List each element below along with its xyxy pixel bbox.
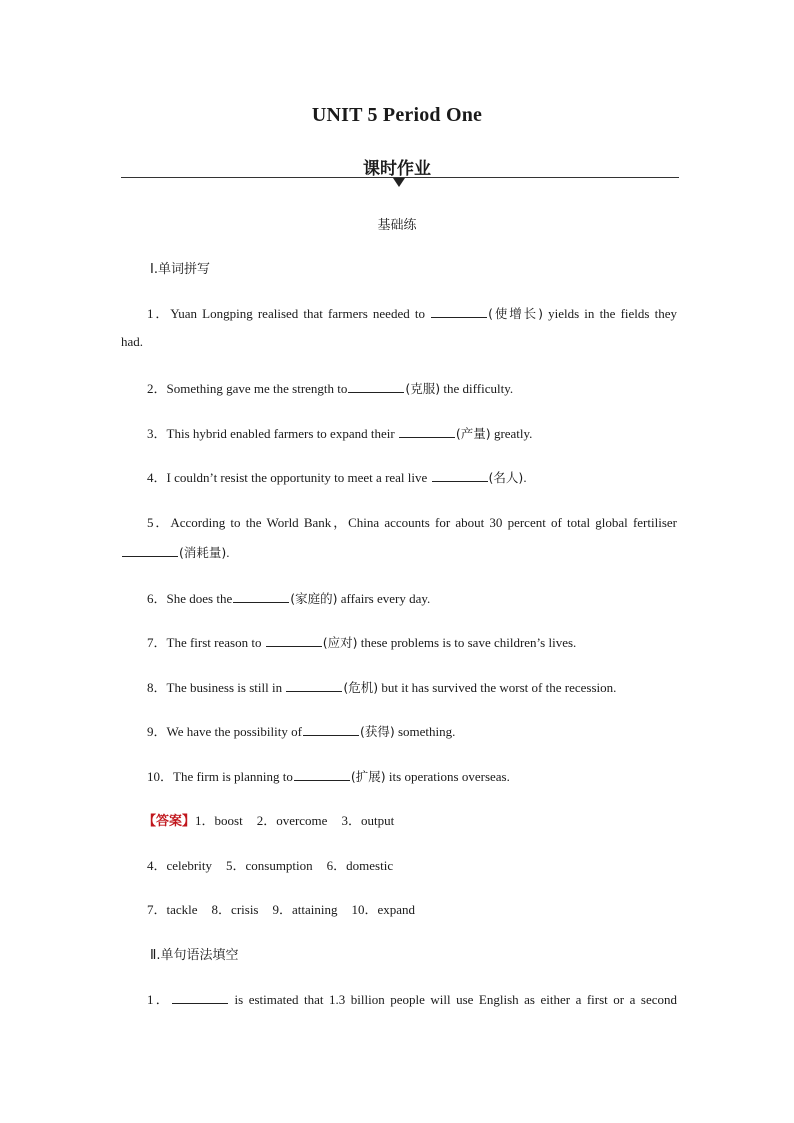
- question-1: [147, 303, 677, 322]
- question-6: [147, 588, 677, 607]
- question-5: [147, 512, 677, 531]
- answer-item: 6．domestic: [326, 858, 394, 873]
- triangle-down-icon: [393, 178, 405, 187]
- question-text: We have the possibility of: [166, 724, 302, 739]
- question-number: 4．: [147, 470, 167, 485]
- answer-row-3: [147, 899, 677, 918]
- answer-row-1: [143, 810, 673, 829]
- question-3: [147, 423, 677, 442]
- answer-item: 10．expand: [351, 902, 416, 917]
- part1-heading: Ⅰ.单词拼写: [150, 262, 210, 277]
- question-1-continued: had.: [121, 334, 144, 349]
- page-subtitle: 课时作业: [363, 159, 431, 179]
- answer-item: 7．tackle: [147, 902, 198, 917]
- question-9: [147, 721, 677, 740]
- answer-blank[interactable]: [399, 426, 455, 438]
- question-number: 9．: [147, 724, 167, 739]
- question-number: 1．: [147, 306, 171, 321]
- question-2: [147, 378, 677, 397]
- question-text: .: [523, 470, 527, 485]
- answer-blank[interactable]: [303, 724, 359, 736]
- answer-blank[interactable]: [294, 769, 350, 781]
- answer-item: 8．crisis: [211, 902, 259, 917]
- question-number: 1．: [147, 992, 172, 1007]
- answer-blank[interactable]: [431, 306, 487, 318]
- question-8: [147, 677, 677, 696]
- question-text: According to the World Bank，China accounts for about 30 percent of total global fertiliser: [170, 515, 677, 530]
- question-text: The business is still in: [166, 680, 286, 695]
- chinese-hint: (名人): [488, 470, 524, 485]
- part2-question-1: [147, 989, 677, 1008]
- answer-item: 9．attaining: [272, 902, 338, 917]
- question-text: greatly.: [490, 426, 533, 441]
- question-text: yields in the fields they: [542, 306, 677, 321]
- question-text: something.: [394, 724, 456, 739]
- question-text: Yuan Longping realised that farmers needed to: [170, 306, 431, 321]
- answer-blank[interactable]: [266, 635, 322, 647]
- answer-blank[interactable]: [122, 545, 178, 557]
- question-5-continued: [121, 543, 651, 561]
- chinese-hint: (产量): [455, 426, 491, 441]
- question-text: The first reason to: [166, 635, 265, 650]
- question-text: but it has survived the worst of the recession.: [378, 680, 617, 695]
- answer-item: 2．overcome: [256, 813, 328, 828]
- question-text: the difficulty.: [440, 381, 514, 396]
- chinese-hint: (家庭的): [290, 591, 338, 606]
- question-7: [147, 632, 677, 651]
- page-title: UNIT 5 Period One: [311, 104, 483, 126]
- question-number: 10．: [147, 769, 174, 784]
- chinese-hint: (应对): [322, 635, 358, 650]
- chinese-hint: (危机): [343, 680, 379, 695]
- chinese-hint: (使增长): [488, 306, 543, 321]
- answer-blank[interactable]: [432, 470, 488, 482]
- question-10: [147, 766, 677, 785]
- answer-blank[interactable]: [172, 992, 228, 1004]
- answer-item: 5．consumption: [225, 858, 313, 873]
- question-number: 5．: [147, 515, 171, 530]
- question-4: [147, 467, 677, 486]
- answer-blank[interactable]: [348, 381, 404, 393]
- chinese-hint: (扩展): [350, 769, 386, 784]
- question-text: is estimated that 1.3 billion people will use English as either a first or a second: [229, 992, 677, 1007]
- question-number: 3．: [147, 426, 167, 441]
- chinese-hint: (获得): [359, 724, 395, 739]
- answer-blank[interactable]: [286, 680, 342, 692]
- section-title: 基础练: [377, 218, 417, 233]
- answer-item: 4．celebrity: [147, 858, 212, 873]
- question-number: 7．: [147, 635, 167, 650]
- question-text: This hybrid enabled farmers to expand their: [166, 426, 398, 441]
- chinese-hint: (克服): [405, 381, 441, 396]
- question-text: its operations overseas.: [385, 769, 510, 784]
- answer-label: 【答案】: [143, 814, 196, 829]
- answer-item: 3．output: [341, 813, 395, 828]
- question-text: She does the: [166, 591, 233, 606]
- question-text: The firm is planning to: [173, 769, 293, 784]
- question-text: affairs every day.: [337, 591, 431, 606]
- answer-blank[interactable]: [233, 591, 289, 603]
- question-number: 8．: [147, 680, 167, 695]
- question-text: Something gave me the strength to: [166, 381, 348, 396]
- question-text: .: [226, 545, 230, 560]
- chinese-hint: (消耗量): [179, 545, 227, 560]
- question-number: 2．: [147, 381, 167, 396]
- question-text: these problems is to save children’s lives.: [357, 635, 577, 650]
- answer-item: 1．boost: [195, 813, 243, 828]
- answer-row-2: [147, 855, 677, 874]
- question-number: 6．: [147, 591, 167, 606]
- question-text: I couldn’t resist the opportunity to meet a real live: [166, 470, 431, 485]
- part2-heading: Ⅱ.单句语法填空: [150, 948, 239, 963]
